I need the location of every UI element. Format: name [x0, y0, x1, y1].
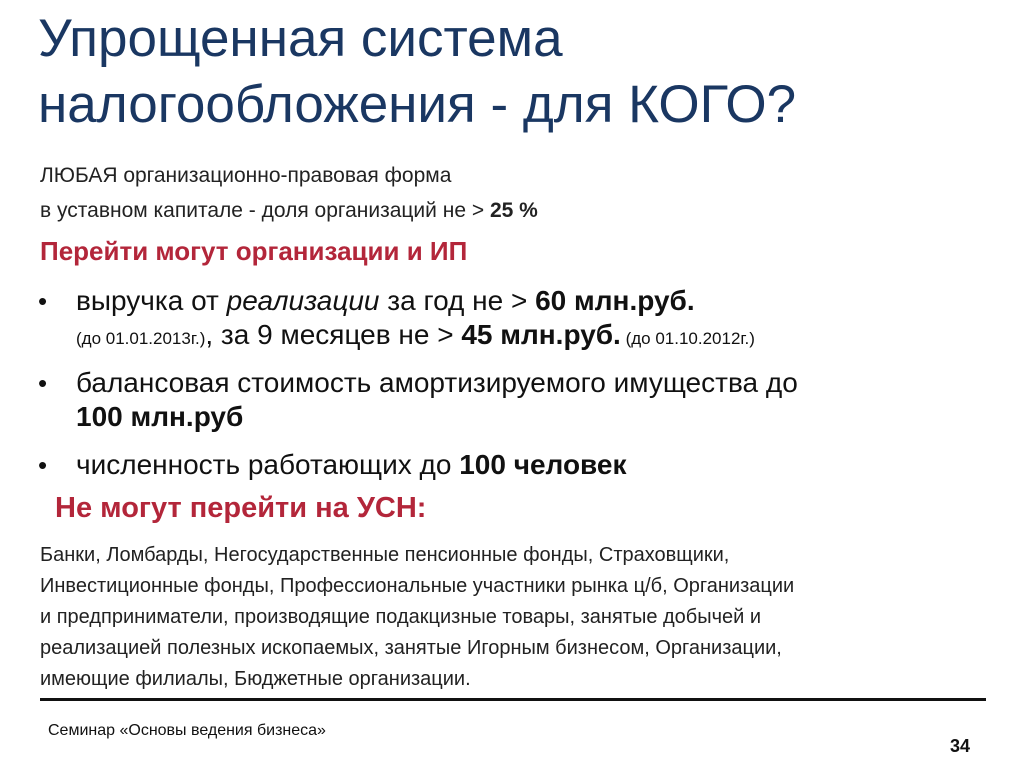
title-line-2: налогообложения - для КОГО? [38, 75, 797, 134]
revenue-limit-9-months: 45 млн.руб. [461, 319, 621, 350]
banned-line-5: имеющие филиалы, Бюджетные организации. [40, 668, 471, 690]
intro-text [40, 158, 538, 228]
intro-line-2 [40, 193, 538, 228]
banned-line-4: реализацией полезных ископаемых, занятые Игорным бизнесом, Организации, [40, 637, 782, 659]
assets-text: балансовая стоимость амортизируемого имущества до [76, 367, 798, 398]
footer-seminar: Семинар «Основы ведения бизнеса» [48, 722, 326, 739]
banned-line-3: и предприниматели, производящие подакцизные товары, занятые добычей и [40, 606, 762, 628]
intro-line-2-text: в уставном капитале - доля организаций не > [40, 199, 490, 222]
banned-list [40, 540, 1000, 695]
criterion-assets [38, 366, 998, 448]
bullet-dot-icon: • [38, 450, 48, 480]
revenue-line-2 [76, 318, 998, 356]
bullet-dot-icon: • [38, 368, 48, 398]
revenue-note-1: (до 01.01.2013г.) [76, 329, 206, 348]
revenue-mid: за год не > [379, 285, 536, 316]
slide-title [38, 6, 998, 138]
staff-text: численность работающих до [76, 449, 460, 480]
cannot-switch-heading: Не могут перейти на УСН: [55, 492, 427, 524]
revenue-prefix: выручка от [76, 285, 227, 316]
title-line-1: Упрощенная система [38, 9, 563, 68]
revenue-limit-year: 60 млн.руб. [535, 285, 695, 316]
revenue-note-2: (до 01.10.2012г.) [620, 329, 755, 348]
can-switch-heading: Перейти могут организации и ИП [40, 236, 468, 266]
criterion-revenue [38, 284, 998, 366]
criterion-staff [38, 448, 998, 488]
footer-divider [40, 698, 986, 701]
bullet-dot-icon: • [38, 286, 48, 316]
banned-line-1: Банки, Ломбарды, Негосударственные пенсионные фонды, Страховщики, [40, 544, 730, 566]
intro-share-value: 25 % [489, 199, 538, 222]
assets-value: 100 млн.руб [76, 401, 244, 432]
revenue-italic: реализации [226, 285, 380, 316]
staff-line [76, 448, 998, 482]
intro-line-1: ЛЮБАЯ организационно-правовая форма [40, 164, 452, 187]
revenue-line-1 [76, 284, 998, 318]
criteria-list [38, 284, 998, 488]
banned-line-2: Инвестиционные фонды, Профессиональные участники рынка ц/б, Организации [40, 575, 795, 597]
staff-value: 100 человек [459, 449, 627, 480]
page-number: 34 [950, 736, 971, 756]
revenue-mid-2: , за 9 месяцев не > [205, 319, 462, 350]
